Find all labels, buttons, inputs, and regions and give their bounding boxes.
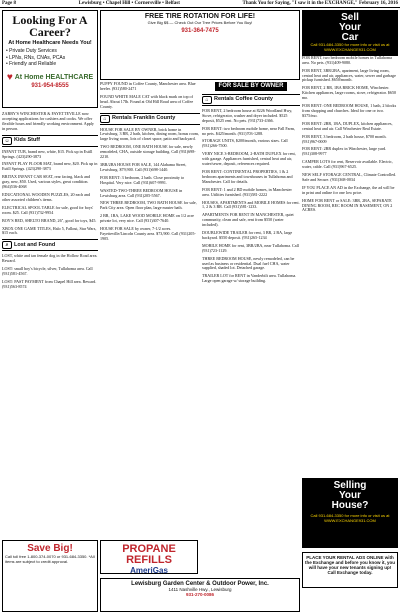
listing: FOR RENT: 2BR duplex in Winchester, large yard. (931)308-9977: [302, 146, 387, 157]
sell-home-line: Your: [338, 490, 362, 501]
sell-car-line: Car: [341, 32, 359, 43]
listing: HOUSE FOR SALE by owner, 7-1/2 acres. Fayetteville/Lincoln County area. $73,900. Call (931)205-1905.: [100, 226, 196, 241]
garden-center-name: Lewisburg Garden Center & Outdoor Power, Inc.: [131, 581, 269, 587]
propane-title: PROPANE REFILLS: [122, 543, 176, 566]
sell-your-car-ad: [302, 10, 398, 56]
career-ad: [2, 10, 98, 108]
listing: FOR RENT, 3BR/2BA, apartment, large living room, central heat and air, appliances, water, sewer and garbage pickup furnished. $650/month.: [302, 67, 396, 83]
section-kids-stuff: ☺ Kids Stuff: [2, 135, 98, 147]
career-subtitle: At Home Healthcare Needs You!: [8, 40, 92, 46]
section-lost-found: ⌕ Lost and Found: [2, 239, 98, 251]
listing: HOUSE FOR SALE BY OWNER, brick home in Lewisburg. 3 BR, 2 bath, kitchen, dining room, bonus room, large living room, lots of closet space, patio and backyard.: [100, 126, 199, 142]
listing: MOBILE HOME for rent, 3BR/2BA, near Tullahoma. Call (931)723-1129.: [202, 242, 299, 253]
career-title: Looking For A Career?: [12, 13, 88, 39]
page-number: Page 8: [2, 1, 17, 6]
sell-car-url: Call 931-684-3350 for more info or visit us at WWW.EXCHANGE931.COM: [310, 42, 390, 52]
listing: DOUBLEWIDE TRAILER for rent, 3 BR, 2 BA, large backyard. $550 deposit. (931)265-1234: [202, 230, 293, 240]
heart-icon: ♥: [6, 71, 13, 83]
listing: APARTMENTS FOR RENT IN MANCHESTER, quiet community, clean and safe, rent from $550 (water included).: [202, 212, 294, 228]
section-rentals-franklin: ⌂ Rentals Franklin County: [100, 113, 200, 125]
listing: FOR RENT: 3 bedroom, 2 bath. Close proximity to Hospital. Very nice. Call (931)607-9991.: [100, 174, 185, 185]
save-big-title: Save Big!: [27, 543, 73, 554]
save-big-ad: [2, 540, 98, 612]
listing: FOR RENT, 2 BR, 1BA BRICK HOME, Winchester. Kitchen appliances, large rooms, stove, refrigerator. $650 mo.: [302, 85, 397, 101]
section-rentals-coffee: ⌂ Rentals Coffee County: [202, 94, 300, 106]
save-big-note: Call toll free 1-800-374-0070 or 931-684-3350. *All items are subject to credit approval.: [5, 554, 95, 564]
toy-icon: ☺: [2, 137, 12, 145]
listing: IF YOU PLACE AN AD in the Exchange, the ad will be in print and online for one low price.: [302, 184, 395, 195]
career-phone: 931-954-8555: [31, 82, 69, 89]
header-towns: Lewisburg • Chapel Hill • Cornersville • Belfast: [78, 1, 180, 6]
propane-ad: [100, 540, 198, 574]
logo-text: At Home HEALTHCARE: [14, 73, 94, 81]
listing: STORAGE UNITS, $200/month, various sizes. Call (931)266-7500.: [202, 138, 288, 149]
listing: EDUCATIONAL WOODEN PUZZLES, 20 each and other assorted children's items.: [2, 191, 90, 202]
listing: PUPPY FOUND in Coffee County, Manchester area. Blue heeler. (931)580-2471: [100, 81, 196, 91]
sell-car-line: Your: [338, 22, 362, 33]
listing: ZABBY'S WINCHESTER & FAYETTEVILLE now accepting applications for cashiers and cooks. We offer flexible hours and friendly working environment. Apply in person.: [2, 111, 94, 131]
garden-center-address: 1411 Nashville Hwy., Lewisburg: [168, 587, 232, 592]
sell-home-line: House?: [331, 500, 369, 511]
for-sale-sign: FOR SALE BY OWNER: [215, 82, 288, 91]
listing: BRITAX INFANT CAR SEAT, rear facing, black and gray, new, $50. Used, various styles, great condition. (864)536-4068: [2, 174, 91, 190]
listing: NEW THREE BEDROOM, TWO BATH HOUSE for sale, Park City area. Open floor plan, large master bath.: [100, 200, 197, 211]
tire-ad-title: FREE TIRE ROTATION FOR LIFE!: [144, 13, 256, 20]
garden-center-ad: [100, 578, 300, 612]
listing: TRAILER LOT for RENT in Vanderbilt area. Tullahoma. Large open garage w/ storage building.: [202, 273, 297, 284]
selling-your-house-ad: [302, 478, 398, 548]
column-4: [302, 10, 398, 216]
listing: FOR RENT: 2BR, 1BA, DUPLEX, kitchen appliances, central heat and air. Call Winchester Real Estate.: [302, 120, 393, 131]
listing: FOR RENT: ONE BEDROOM HOUSE, 1 bath, 2 blocks from shopping and churches. Ideal for one or two. $375/mo.: [302, 103, 397, 118]
listing: VERY NICE 3-BEDROOM, 2-BATH DUPLEX for rent, with garage. Appliances furnished, central heat and air, water/sewer, deposit, references required.: [202, 151, 296, 167]
listing: ELECTRICAL SPOOL TABLE for sale, good for boys' room. $25. Call (931)732-9954: [2, 204, 94, 215]
listing: TWO BEDROOM, ONE BATH HOUSE for sale, newly remodeled, CHA, outside storage building. Call (931)698-2210.: [100, 144, 196, 160]
career-bullet: • Friendly and Reliable: [6, 61, 94, 68]
tire-ad: [100, 10, 300, 80]
garden-center-phone: 931-270-0086: [185, 592, 215, 597]
house-icon: ⌂: [100, 115, 110, 123]
listing: BOY'S BED, SHELTO BRAND, 26", good for toys, $45.: [2, 217, 97, 223]
listing: FOR RENT, two bedroom mobile homes in Tullahoma area. No pets. (931)409-9080.: [302, 54, 392, 65]
listing: FOR RENT: CONTINENTAL PROPERTIES, 1 & 2 bedroom apartments and townhouses in Tullahoma and Manchester. Call for details.: [202, 168, 293, 184]
column-2: [100, 82, 200, 245]
house-icon: ⌂: [202, 96, 212, 104]
listing: HOME FOR RENT or SALE: 3BR, 2BA, SEPARATE DINING ROOM, REC ROOM IN BASEMENT, ON 2 ACRES.: [302, 197, 393, 213]
listing: WASTED-TWO-THREE BEDROOM HOUSE in Lewisburg area. Call (931)205-5567.: [100, 187, 183, 198]
place-rental-ad: PLACE YOUR RENTAL ADS ONLINE with the Exchange and before you know it, you will have your new tenants signing up! Call Exchange today.: [302, 552, 398, 588]
tire-ad-phone: 931-364-7475: [181, 28, 219, 34]
listing: FOR RENT: 1 and 2 BD mobile homes, in Manchester area. Utilities furnished. (931)581-2222: [202, 186, 292, 197]
column-1: [2, 112, 98, 293]
listing: XBOX ONE GAME TITLES, Halo 5, Fallout, Star Wars, $15 each.: [2, 225, 97, 236]
listing: THREE BEDROOM HOUSE, newly remodeled, can be used as business or residential. Dual fuel CHA, water supplied, shaded lot. Detached garage.: [202, 255, 295, 271]
page-header: [0, 0, 400, 8]
listing: 2 BR, 1BA, LAKE WOOD MOBILE HOME on 1/2 acre private lot, very nice. Call (931)307-7640.: [100, 213, 194, 224]
listing: 3BR/2BA HOUSE FOR SALE, 144 Alabama Street, Lewisburg. $79,900. Call (931)698-1440.: [100, 161, 187, 172]
listing: NEW SELF STORAGE CENTRAL, Climate Controlled. Safe and Secure. (931)368-0034: [302, 172, 397, 182]
listing: LOST: PAST PAYMENT from Chapel Hill area. Reward. (931)563-8574: [2, 278, 97, 289]
sell-home-url: Call 931-684-3350 for more info or visit us at WWW.EXCHANGE931.COM: [310, 513, 390, 523]
listing: INFANT TUB, brand new, white, $15. Pick up in Estill Springs. (423)290-3873: [2, 148, 93, 159]
listing: LOST: small boy's bicycle, silver, Tullahoma area. Call (931)581-4567.: [2, 266, 93, 277]
career-bullets: [6, 48, 94, 68]
career-bullet: • LPNs, RNs, CNAs, PCAs: [6, 55, 94, 62]
listing: INFANT PLAY FLOOR MAT, brand new, $20. Pick up in Estill Springs. (423)290-3873: [2, 161, 98, 172]
listing: FOR RENT, 3 bedroom, 2 bath house, $700 month. (931)967-0009: [302, 133, 387, 144]
sell-home-line: Selling: [333, 480, 367, 491]
listing: FOR RENT, 2 bedroom house at 8226 Woodland Hwy, Stove, refrigerator, washer and dryer included. $525 deposit, $525 rent. No pets. (931)733-4366.: [202, 107, 293, 123]
sell-car-line: Sell: [341, 12, 359, 23]
listing: FOR RENT: two bedroom mobile home, near Fall Farm, no pets. $425/month. (931)703-1288.: [202, 125, 296, 136]
listing: HOUSES, APARTMENTS and MOBILE HOMES for rent. 1, 2 & 3 BR. Call (931)581-1233.: [202, 199, 300, 210]
amerigas-logo: AmeriGas: [130, 566, 168, 575]
magnifier-icon: ⌕: [2, 241, 12, 249]
column-3: [202, 82, 300, 287]
listing: LOST, white and tan female dog in the Hollow Road area. Reward.: [2, 253, 98, 264]
tire-ad-subtitle: Give Big $$ — Check Out Our Tree Prices Before You Buy!: [147, 20, 253, 25]
listing: FOUND WHITE MALE CAT with black mark on top of head. About 17lb. Found at Old Hill Road area of Coffee County.: [100, 93, 194, 109]
career-bullet: • Private Duty Services: [6, 48, 94, 55]
at-home-logo: [6, 72, 94, 83]
header-tagline: Thank You for Saying, "I saw it in the EXCHANGE," February 16, 2016: [242, 1, 398, 6]
listing: CAMPER LOTS for rent, Reservoir available. Electric, water, cable. Call (931)967-6525.: [302, 159, 393, 170]
